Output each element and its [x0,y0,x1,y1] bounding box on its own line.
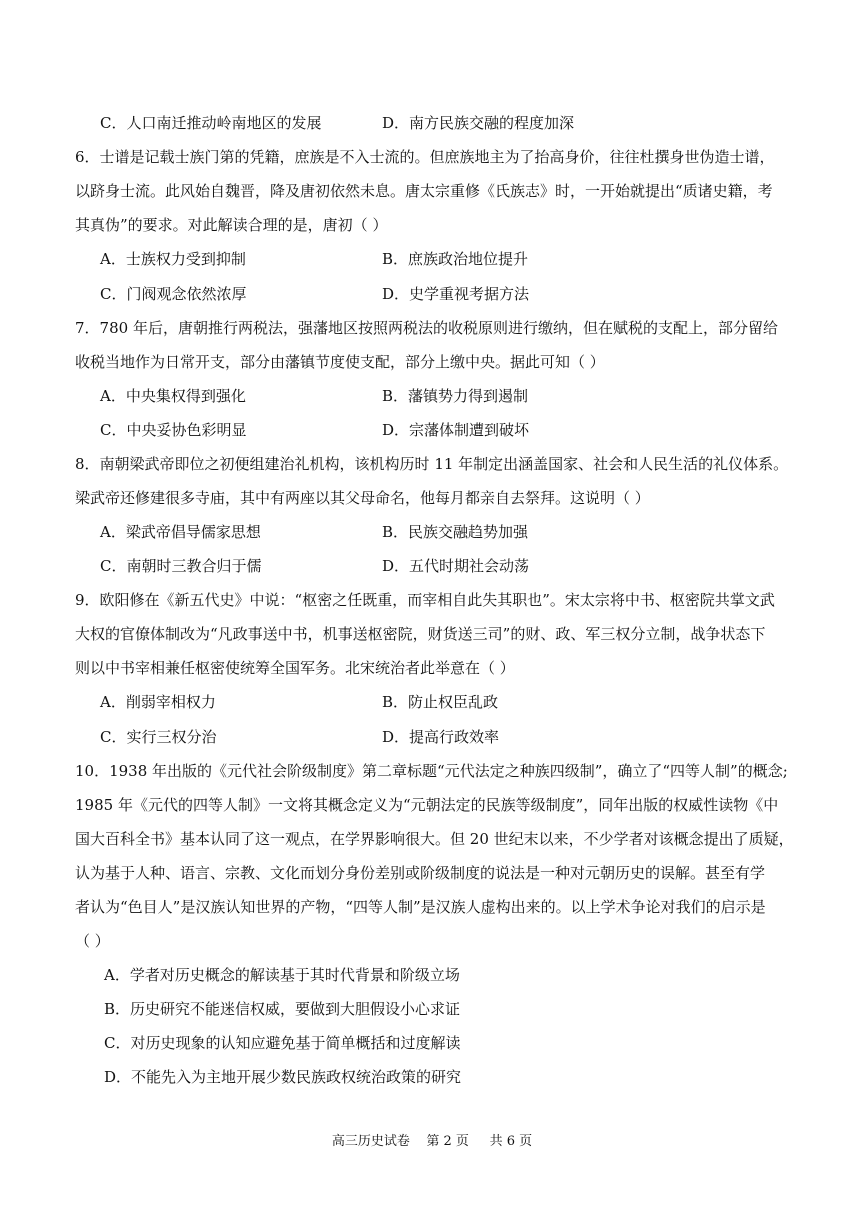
q9-option-a: A．削弱宰相权力 [100,693,216,711]
q10-stem-line-3: 国大百科全书》基本认同了这一观点，在学界影响很大。但 20 世纪末以来，不少学者对该概念提出了质疑， [75,830,794,848]
q6-option-c: C．门阀观念依然浓厚 [100,285,247,303]
q8-option-c: C．南朝时三教合归于儒 [100,557,262,575]
q7-option-c: C．中央妥协色彩明显 [100,421,247,439]
q9-stem-line-1: 9．欧阳修在《新五代史》中说：“枢密之任既重，而宰相自此失其职也”。宋太宗将中书、枢密院共掌文武 [75,591,775,609]
page-footer: 高三历史试卷 第 2 页 共 6 页 [331,1134,533,1149]
q10-stem-line-6: （ ） [75,932,110,950]
q10-stem-line-1: 10．1938 年出版的《元代社会阶级制度》第二章标题“元代法定之种族四级制”，确立了“四等人制”的概念; [75,762,788,780]
q7-stem-line-1: 7．780 年后，唐朝推行两税法，强藩地区按照两税法的收税原则进行缴纳，但在赋税的支配上，部分留给 [75,319,778,337]
q7-option-b: B．藩镇势力得到遏制 [382,387,529,405]
q10-option-a: A．学者对历史概念的解读基于其时代背景和阶级立场 [104,966,460,984]
q6-stem-line-2: 以跻身士流。此风始自魏晋，降及唐初依然未息。唐太宗重修《氏族志》时，一开始就提出“质诸史籍，考 [75,182,773,200]
q8-option-b: B．民族交融趋势加强 [382,523,529,541]
q6-option-a: A．士族权力受到抑制 [100,250,246,268]
q10-stem-line-5: 者认为“色目人”是汉族认知世界的产物，“四等人制”是汉族人虚构出来的。以上学术争论对我们的启示是 [75,898,766,916]
q8-stem-line-2: 梁武帝还修建很多寺庙，其中有两座以其父母命名，他每月都亲自去祭拜。这说明（ ） [75,489,650,507]
q6-option-b: B．庶族政治地位提升 [382,250,529,268]
q9-stem-line-3: 则以中书宰相兼任枢密使统筹全国军务。北宋统治者此举意在（ ） [75,659,515,677]
q8-option-d: D．五代时期社会动荡 [382,557,530,575]
q8-option-a: A．梁武帝倡导儒家思想 [100,523,261,541]
q10-option-c: C．对历史现象的认知应避免基于简单概括和过度解读 [104,1034,461,1052]
q6-stem-line-3: 其真伪”的要求。对此解读合理的是，唐初（ ） [75,216,388,234]
q7-option-a: A．中央集权得到强化 [100,387,246,405]
q10-option-b: B．历史研究不能迷信权威，要做到大胆假设小心求证 [104,1000,461,1018]
q10-stem-line-4: 认为基于人种、语言、宗教、文化而划分身份差别或阶级制度的说法是一种对元朝历史的误解。甚至有学 [75,864,766,882]
q10-option-d: D．不能先入为主地开展少数民族政权统治政策的研究 [104,1068,462,1086]
q8-stem-line-1: 8．南朝梁武帝即位之初便组建治礼机构，该机构历时 11 年制定出涵盖国家、社会和人民生活的礼仪体系。 [75,455,789,473]
q9-option-c: C．实行三权分治 [100,728,217,746]
q9-stem-line-2: 大权的官僚体制改为“凡政事送中书，机事送枢密院，财货送三司”的财、政、军三权分立制，战争状态下 [75,625,766,643]
q5-option-d: D．南方民族交融的程度加深 [382,114,575,132]
q6-option-d: D．史学重视考据方法 [382,285,530,303]
q9-option-b: B．防止权臣乱政 [382,693,499,711]
q5-option-c: C．人口南迁推动岭南地区的发展 [100,114,322,132]
q10-stem-line-2: 1985 年《元代的四等人制》一文将其概念定义为“元朝法定的民族等级制度”，同年出版的权威性读物《中 [75,796,779,814]
q7-stem-line-2: 收税当地作为日常开支，部分由藩镇节度使支配，部分上缴中央。据此可知（ ） [75,353,605,371]
q6-stem-line-1: 6．士谱是记载士族门第的凭籍，庶族是不入士流的。但庶族地主为了抬高身价，往往杜撰身世伪造士谱， [75,148,775,166]
q7-option-d: D．宗藩体制遭到破坏 [382,421,530,439]
q9-option-d: D．提高行政效率 [382,728,500,746]
